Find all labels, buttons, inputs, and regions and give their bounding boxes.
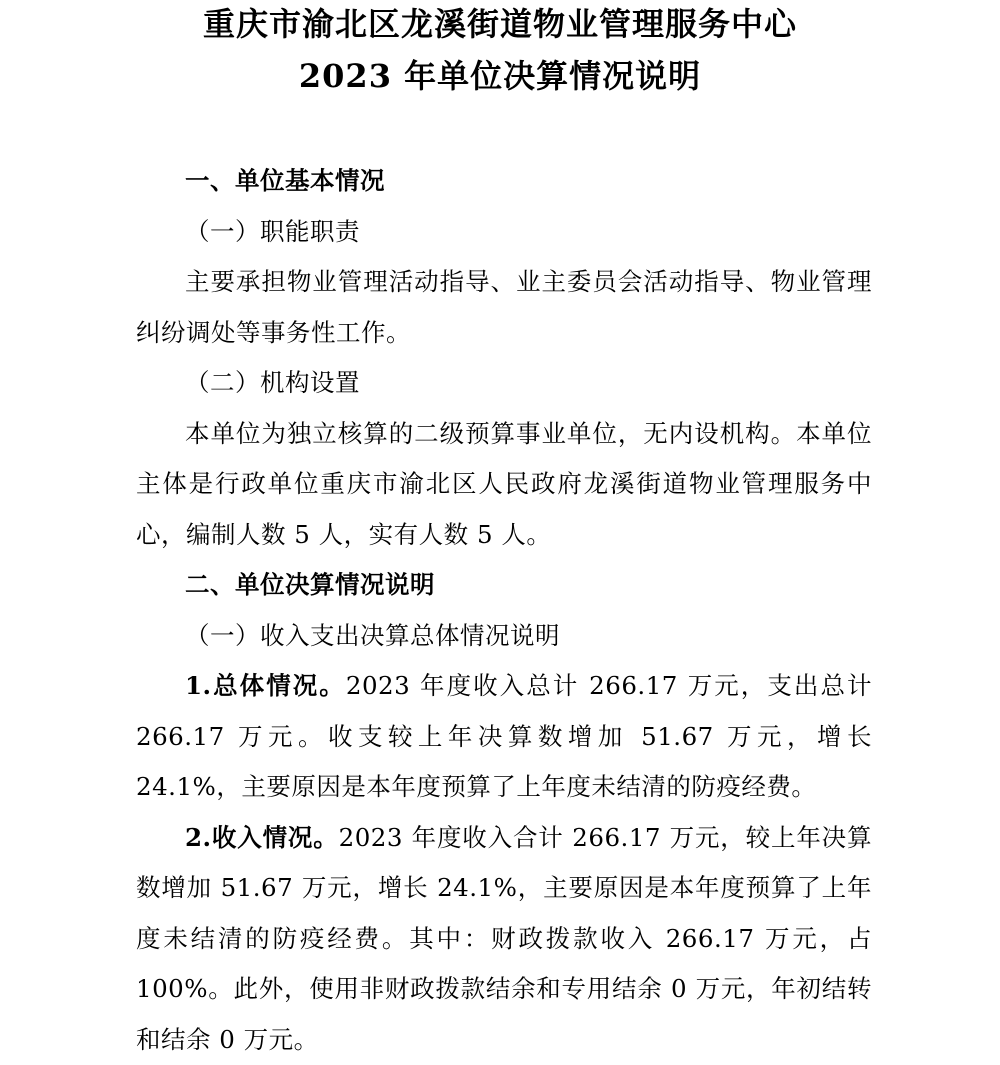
section-1-1-text: 主要承担物业管理活动指导、业主委员会活动指导、物业管理纠纷调处等事务性工作。 xyxy=(136,257,872,358)
document-body xyxy=(136,156,872,1065)
item-1-lead: 1.总体情况。 xyxy=(185,671,346,700)
section-1-1-heading: （一）职能职责 xyxy=(136,207,872,258)
section-2-1-item-1 xyxy=(136,661,872,813)
section-2-1-item-2 xyxy=(136,813,872,1065)
section-2-heading: 二、单位决算情况说明 xyxy=(136,560,872,611)
document-title-line-1: 重庆市渝北区龙溪街道物业管理服务中心 xyxy=(0,4,1000,44)
section-1-2-text: 本单位为独立核算的二级预算事业单位，无内设机构。本单位主体是行政单位重庆市渝北区人民政府龙溪街道物业管理服务中心，编制人数 5 人，实有人数 5 人。 xyxy=(136,409,872,561)
item-2-text: 2023 年度收入合计 266.17 万元，较上年决算数增加 51.67 万元，增长 24.1%，主要原因是本年度预算了上年度未结清的防疫经费。其中：财政拨款收入 266.17 万元，占 100%。此外，使用非财政拨款结余和专用结余 0 万元，年初结转和结余 0 万元。 xyxy=(136,823,872,1054)
item-2-lead: 2.收入情况。 xyxy=(185,823,339,852)
section-1-heading: 一、单位基本情况 xyxy=(136,156,872,207)
document-title-line-2: 2023 年单位决算情况说明 xyxy=(0,56,1000,96)
section-1-2-heading: （二）机构设置 xyxy=(136,358,872,409)
section-2-1-heading: （一）收入支出决算总体情况说明 xyxy=(136,611,872,662)
item-1-text: 2023 年度收入总计 266.17 万元，支出总计 266.17 万元。收支较上年决算数增加 51.67 万元，增长 24.1%，主要原因是本年度预算了上年度未结清的防疫经费。 xyxy=(136,671,872,801)
